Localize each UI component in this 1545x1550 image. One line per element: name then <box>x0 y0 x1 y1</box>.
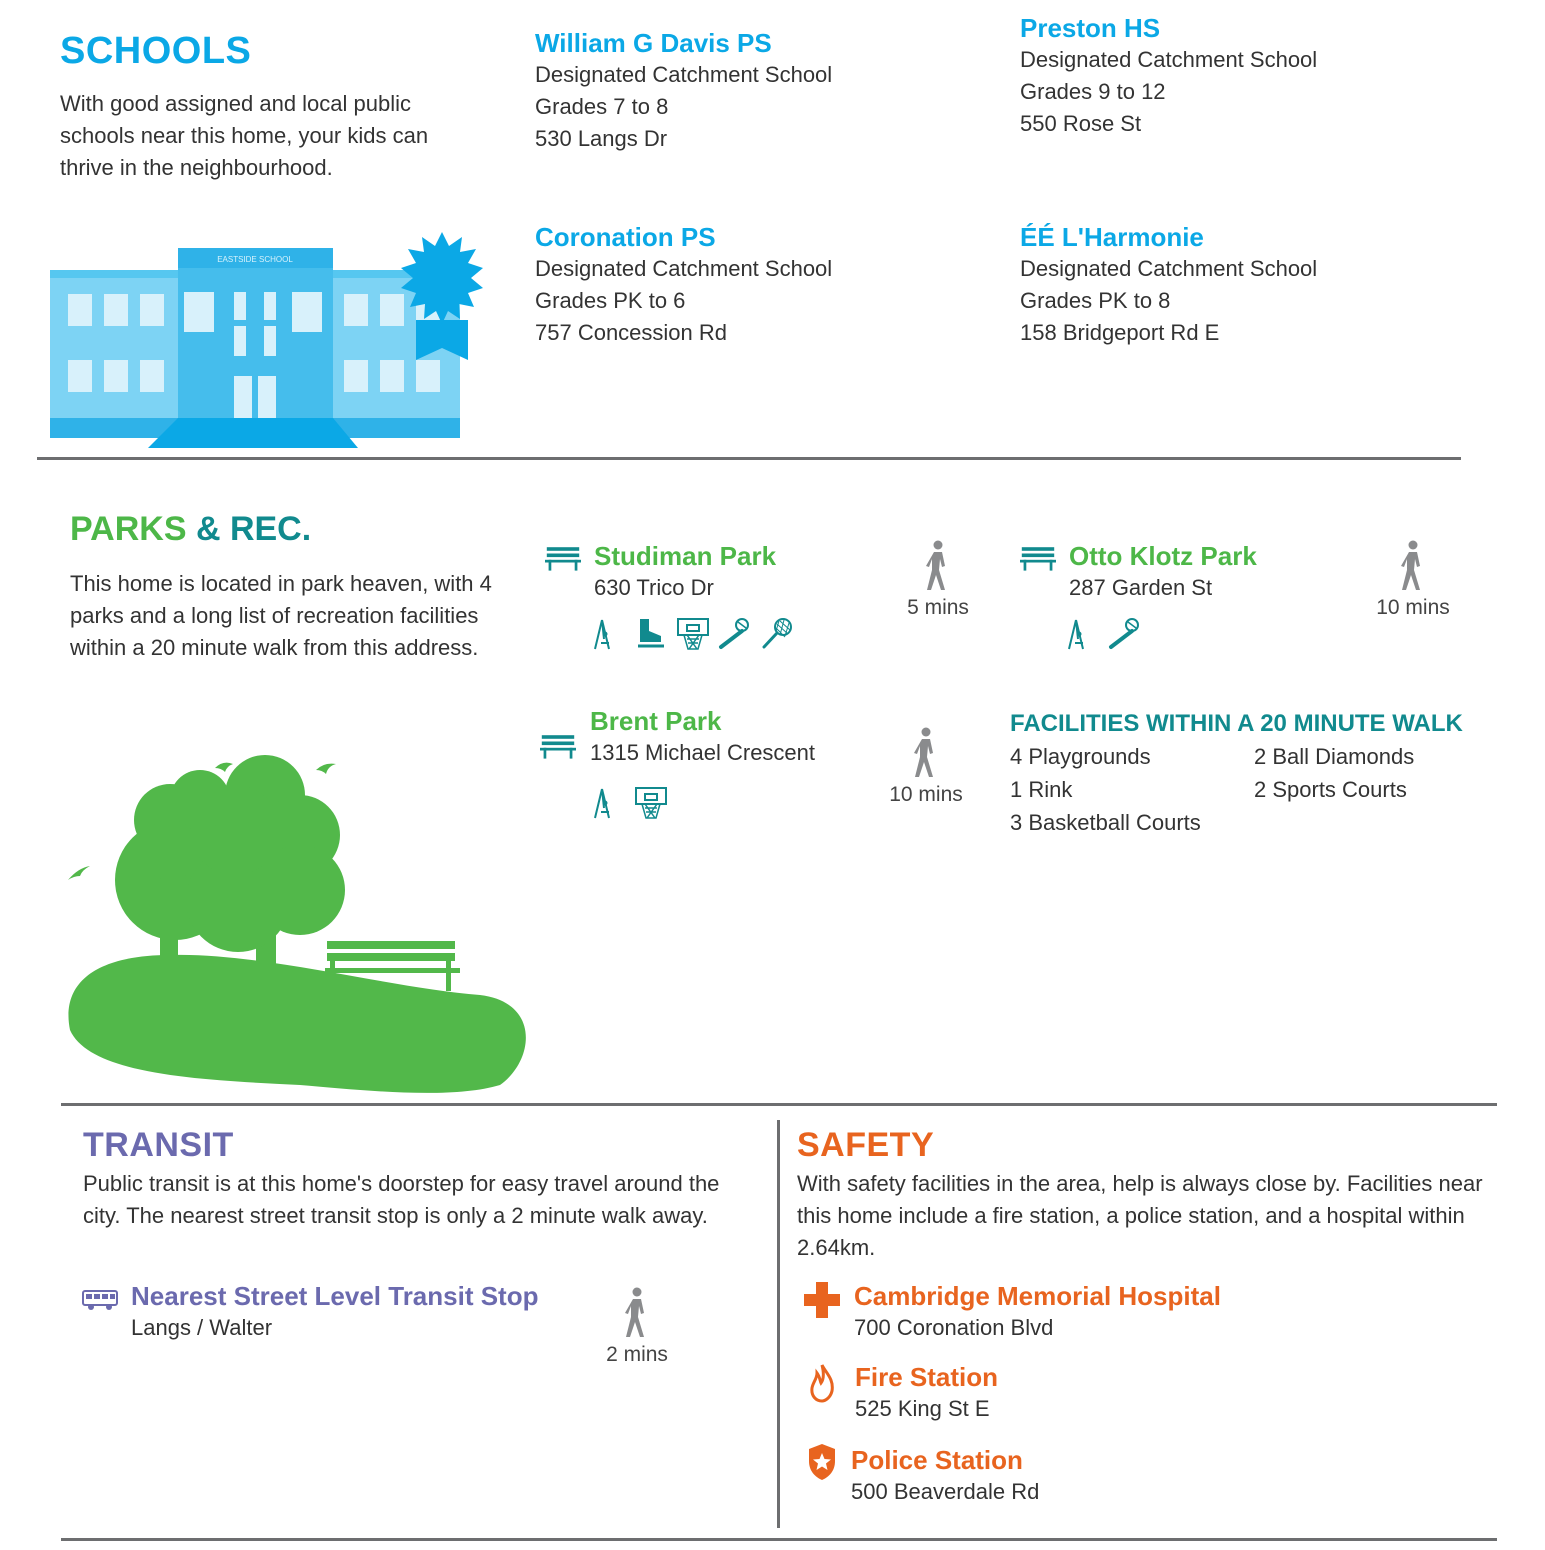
basketball-hoop-icon <box>634 786 668 820</box>
safety-address: 700 Coronation Blvd <box>854 1315 1054 1340</box>
swing-icon <box>1066 617 1100 651</box>
school-address: 550 Rose St <box>1020 111 1142 136</box>
facility-item: 1 Rink <box>1010 777 1073 802</box>
facility-item: 2 Sports Courts <box>1254 777 1407 802</box>
walk-time <box>898 540 978 620</box>
safety-card <box>854 1281 1221 1344</box>
school-card <box>1020 222 1317 349</box>
tennis-racket-icon <box>760 617 794 651</box>
parks-title-part1: PARKS <box>70 510 187 548</box>
school-card <box>1020 13 1317 140</box>
facility-item: 2 Ball Diamonds <box>1254 744 1415 769</box>
safety-card <box>851 1445 1039 1508</box>
baseball-bat-icon <box>718 617 752 651</box>
walking-person-icon <box>1398 540 1428 592</box>
column-divider <box>777 1120 780 1528</box>
safety-name[interactable]: Cambridge Memorial Hospital <box>854 1281 1221 1311</box>
park-amenities <box>1066 617 1142 651</box>
school-address: 158 Bridgeport Rd E <box>1020 320 1220 345</box>
transit-stop-name: Langs / Walter <box>131 1315 273 1340</box>
transit-stop-label[interactable]: Nearest Street Level Transit Stop <box>131 1281 539 1311</box>
bench-icon <box>1020 545 1056 571</box>
school-name[interactable]: ÉÉ L'Harmonie <box>1020 222 1204 252</box>
school-grades: Grades 7 to 8 <box>535 94 669 119</box>
walk-time-label: 10 mins <box>889 783 963 806</box>
walking-person-icon <box>622 1287 652 1339</box>
basketball-hoop-icon <box>676 617 710 651</box>
safety-address: 500 Beaverdale Rd <box>851 1479 1040 1504</box>
facilities-title: FACILITIES WITHIN A 20 MINUTE WALK <box>1010 710 1463 737</box>
section-divider <box>61 1103 1497 1106</box>
walking-person-icon <box>911 727 941 779</box>
school-sign: EASTSIDE SCHOOL <box>217 255 293 264</box>
facility-item: 3 Basketball Courts <box>1010 810 1201 835</box>
school-name[interactable]: Preston HS <box>1020 13 1161 43</box>
safety-address: 525 King St E <box>855 1396 990 1421</box>
walk-time <box>600 1287 674 1367</box>
school-name[interactable]: Coronation PS <box>535 222 716 252</box>
park-amenities <box>592 617 794 651</box>
facility-item: 4 Playgrounds <box>1010 744 1151 769</box>
school-address: 530 Langs Dr <box>535 126 668 151</box>
safety-card <box>855 1362 998 1425</box>
park-card <box>590 706 815 769</box>
park-address: 287 Garden St <box>1069 575 1213 600</box>
swing-icon <box>592 786 626 820</box>
flame-icon <box>808 1363 836 1403</box>
walk-time-label: 5 mins <box>907 596 969 619</box>
section-divider <box>61 1538 1497 1541</box>
park-address: 1315 Michael Crescent <box>590 740 816 765</box>
skate-icon <box>634 617 668 651</box>
walk-time-label: 2 mins <box>606 1343 668 1366</box>
school-type: Designated Catchment School <box>1020 256 1318 281</box>
school-type: Designated Catchment School <box>535 256 833 281</box>
park-card <box>594 541 776 604</box>
walk-time <box>882 727 970 807</box>
park-card <box>1069 541 1257 604</box>
facilities-list-1 <box>1010 740 1201 839</box>
school-name[interactable]: William G Davis PS <box>535 28 772 58</box>
safety-name[interactable]: Fire Station <box>855 1362 999 1392</box>
school-grades: Grades PK to 6 <box>535 288 686 313</box>
park-illustration <box>60 740 540 1095</box>
bench-icon <box>540 733 576 759</box>
swing-icon <box>592 617 626 651</box>
safety-title: SAFETY <box>797 1126 935 1164</box>
school-card <box>535 28 832 155</box>
walking-person-icon <box>923 540 953 592</box>
baseball-bat-icon <box>1108 617 1142 651</box>
schools-description: With good assigned and local public schools near this home, your kids can thrive in the neighbourhood. <box>60 91 429 180</box>
transit-stop-card <box>131 1281 538 1344</box>
police-badge-icon <box>807 1443 837 1481</box>
parks-title <box>70 510 311 549</box>
school-type: Designated Catchment School <box>535 62 833 87</box>
facilities-list-2 <box>1254 740 1414 806</box>
school-grades: Grades PK to 8 <box>1020 288 1171 313</box>
walk-time <box>1368 540 1458 620</box>
park-address: 630 Trico Dr <box>594 575 714 600</box>
schools-title: SCHOOLS <box>60 30 252 72</box>
school-address: 757 Concession Rd <box>535 320 728 345</box>
section-divider <box>37 457 1461 460</box>
park-name[interactable]: Brent Park <box>590 706 722 736</box>
school-type: Designated Catchment School <box>1020 47 1318 72</box>
transit-title: TRANSIT <box>83 1126 234 1164</box>
safety-name[interactable]: Police Station <box>851 1445 1023 1475</box>
park-name[interactable]: Studiman Park <box>594 541 777 571</box>
parks-title-part2: & REC. <box>195 510 312 548</box>
bench-icon <box>545 545 581 571</box>
transit-description: Public transit is at this home's doorstep for easy travel around the city. The nearest street transit stop is only a 2 minute walk away. <box>83 1171 720 1228</box>
parks-description: This home is located in park heaven, with 4 parks and a long list of recreation facilities within a 20 minute walk from this address. <box>70 571 492 660</box>
bus-icon <box>82 1289 120 1311</box>
park-name[interactable]: Otto Klotz Park <box>1069 541 1257 571</box>
school-card <box>535 222 832 349</box>
school-grades: Grades 9 to 12 <box>1020 79 1166 104</box>
hospital-cross-icon <box>803 1281 841 1319</box>
school-building-illustration <box>48 230 498 450</box>
walk-time-label: 10 mins <box>1376 596 1450 619</box>
safety-description: With safety facilities in the area, help is always close by. Facilities near this home include a fire station, a police station, and a hospital within 2.64km. <box>797 1171 1483 1260</box>
park-amenities <box>592 786 668 820</box>
